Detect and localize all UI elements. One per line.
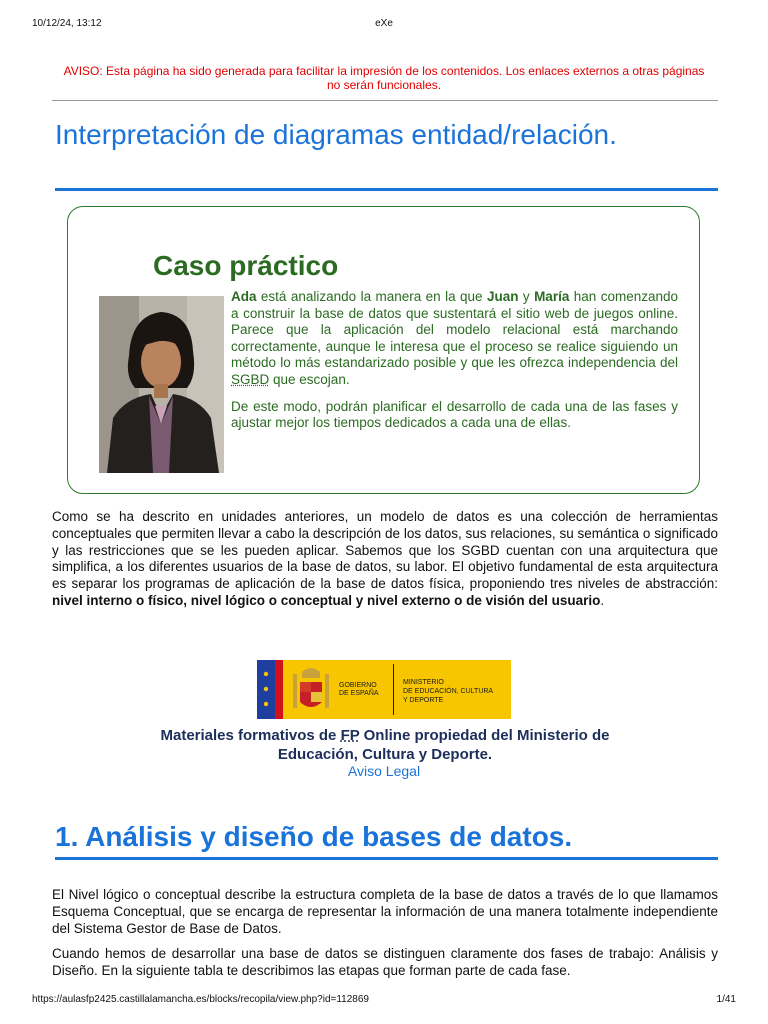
page-title: Interpretación de diagramas entidad/relación. [55,119,617,150]
sgbd-abbreviation[interactable]: SGBD [231,371,270,387]
name-ada: Ada [231,289,257,304]
intro-paragraph [52,509,718,610]
paragraph: El Nivel lógico o conceptual describe la estructura completa de la base de datos a través de lo que llamamos Esquema Conceptual, que se encarga de representar la información de una manera totalmente independiente del Sistema Gestor de Base de Datos. [52,887,718,936]
text-run: que escojan. [269,371,350,387]
title-underline [55,188,718,191]
name-maria: María [534,289,570,304]
logo-ministerio-line1: MINISTERIO [403,679,444,686]
page-url: https://aulasfp2425.castillalamancha.es/blocks/recopila/view.php?id=112869 [32,994,369,1005]
logo-ministerio-line2: DE EDUCACIÓN, CULTURA [403,688,494,695]
text-run: Online propiedad del Ministerio de [359,727,610,744]
paragraph: Cuando hemos de desarrollar una base de datos se distinguen claramente dos fases de trabajo: Análisis y Diseño. En la siguiente tabla te describimos las etapas que forman parte de cada fase. [52,946,718,979]
text-run: Materiales formativos de [160,727,341,744]
credits [100,726,670,764]
aviso-legal-link[interactable]: Aviso Legal [347,763,421,779]
credits-line2: Educación, Cultura y Deporte. [277,746,493,763]
ada-portrait-image [99,296,224,473]
text-run: está analizando la manera en la que [256,289,487,304]
section-body [52,887,718,989]
bold-levels: nivel interno o físico, nivel lógico o conceptual y nivel externo o de visión del usuario [52,592,601,608]
text-run: Como se ha descrito en unidades anteriores, un modelo de datos es una colección de herramientas conceptuales que permiten llevar a cabo la descripción de los datos, sus relaciones, su semántica o significado y las restricciones que se les pueden aplicar. Sabemos que los SGBD cuentan con una arquitectura que simplifica, a los diferentes usuarios de la base de datos, su labor. El objetivo fundamental de esta arquitectura es separar los programas de aplicación de la base de datos física, proponiendo tres niveles de abstracción: [52,509,718,592]
case-study-paragraph [231,289,678,389]
text-run: . [600,592,605,608]
logo-gobierno-line1: GOBIERNO [339,682,377,689]
case-study-title: Caso práctico [153,250,339,281]
print-notice: AVISO: Esta página ha sido generada para facilitar la impresión de los contenidos. Los enlaces externos a otras páginas no serán funcionales. [63,64,705,92]
logo-ministerio-line3: Y DEPORTE [403,697,444,704]
text-run: y [518,289,535,304]
page-number: 1/41 [716,994,736,1005]
print-title: eXe [375,18,393,29]
fp-abbreviation[interactable]: FP [340,727,360,744]
credits-line1 [100,726,670,745]
divider [52,100,718,101]
text-run: han comenzando a construir la base de datos que sustentará el sitio web de juegos online. Parece que la aplicación del modelo relacional está marchando correctamente, aunque le interesa que el proceso se realice siguiendo un método lo más estandarizado posible y que les ofrezca independencia del [231,289,678,371]
case-study-text [231,289,678,442]
section-heading: 1. Análisis y diseño de bases de datos. [55,821,573,852]
name-juan: Juan [486,289,519,304]
print-datetime: 10/12/24, 13:12 [32,18,102,29]
case-study-paragraph: De este modo, podrán planificar el desarrollo de cada una de las fases y ajustar mejor los tiempos dedicados a cada una de ellas. [231,398,678,431]
section-underline [55,857,718,860]
ministry-logo [257,660,511,719]
logo-gobierno-line2: DE ESPAÑA [339,690,379,697]
